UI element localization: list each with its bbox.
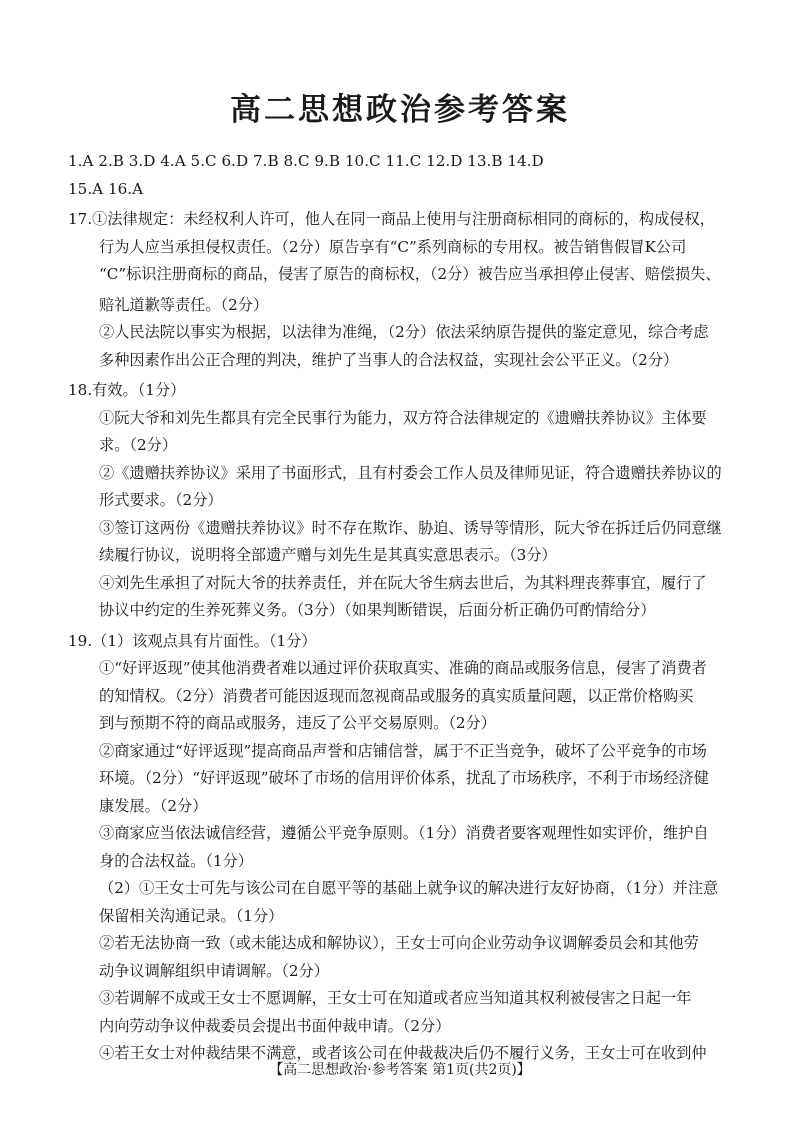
answer-line: 赔礼道歉等责任。（2分） [99,295,269,314]
answer-line: 到与预期不符的商品或服务，违反了公平交易原则。（2分） [99,714,496,732]
page-title: 高二思想政治参考答案 [230,92,570,128]
answer-line: ③签订这两份《遗赠扶养协议》时不存在欺诈、胁迫、诱导等情形，阮大爷在拆迁后仍同意继 [99,518,722,537]
answer-line: 17.①法律规定：未经权利人许可，他人在同一商品上使用与注册商标相同的商标的，构成侵权， [68,210,715,228]
answer-line: 形式要求。（2分） [99,491,223,509]
answer-line: 19.（1）该观点具有片面性。（1分） [68,631,317,650]
answer-line: ③若调解不成或王女士不愿调解，王女士可在知道或者应当知道其权利被侵害之日起一年 [99,989,692,1007]
answer-line: 协议中约定的生养死葬义务。（3分）（如果判断错误，后面分析正确仍可酌情给分） [99,601,656,619]
answer-line: 15.A 16.A [68,179,144,198]
answer-line: ④若王女士对仲裁结果不满意，或者该公司在仲裁裁决后仍不履行义务，王女士可在收到仲 [99,1044,707,1062]
answer-line: 康发展。（2分） [99,796,208,815]
answer-content [68,148,728,1068]
answer-line: 行为人应当承担侵权责任。（2分）原告享有“C”系列商标的专用权。被告销售假冒K公司 [99,237,687,256]
page-footer: 【高二思想政治·参考答案 第1页(共2页)】 [269,1062,531,1078]
answer-line: 内向劳动争议仲裁委员会提出书面仲裁申请。（2分） [99,1016,451,1035]
answer-line: ②商家通过“好评返现”提高商品声誉和店铺信誉，属于不正当竞争，破坏了公平竞争的市场 [99,741,707,760]
answer-line: “C”标识注册商标的商品，侵害了原告的商标权，（2分）被告应当承担停止侵害、赔偿损失、 [99,265,721,283]
answer-line: 身的合法权益。（1分） [99,851,253,870]
answer-line: ①阮大爷和刘先生都具有完全民事行为能力，双方符合法律规定的《遗赠扶养协议》主体要 [99,408,707,427]
answer-line: ②《遗赠扶养协议》采用了书面形式，且有村委会工作人员及律师见证，符合遗赠扶养协议的 [99,463,722,482]
answer-line: 18.有效。（1分） [68,381,186,399]
answer-line: ②若无法协商一致（或未能达成和解协议），王女士可向企业劳动争议调解委员会和其他劳 [99,934,699,952]
answer-line: 环境。（2分）“好评返现”破坏了市场的信用评价体系，扰乱了市场秩序，不利于市场经济健 [99,769,709,787]
answer-line: 的知情权。（2分）消费者可能因返现而忽视商品或服务的真实质量问题，以正常价格购买 [99,686,694,705]
answer-line: ②人民法院以事实为根据，以法律为准绳，（2分）依法采纳原告提供的鉴定意见，综合考虑 [99,323,709,341]
answer-line: 保留相关沟通记录。（1分） [99,906,284,925]
answer-line: ①“好评返现”使其他消费者难以通过评价获取真实、准确的商品或服务信息，侵害了消费者 [99,659,707,677]
answer-line: （2）①王女士可先与该公司在自愿平等的基础上就争议的解决进行友好协商，（1分）并注意 [99,879,719,897]
answer-line: 多种因素作出公正合理的判决，维护了当事人的合法权益，实现社会公平正义。（2分） [99,350,679,369]
answer-line: 求。（2分） [99,436,178,454]
answer-line: ③商家应当依法诚信经营，遵循公平竞争原则。（1分）消费者要客观理性如实评价，维护自 [99,824,709,842]
answer-line: 续履行协议，说明将全部遗产赠与刘先生是其真实意思表示。（3分） [99,546,557,564]
answer-line: 1.A 2.B 3.D 4.A 5.C 6.D 7.B 8.C 9.B 10.C 11.C 12.D 13.B 14.D [68,152,544,170]
answer-line: 动争议调解组织申请调解。（2分） [99,961,329,980]
answer-line: ④刘先生承担了对阮大爷的扶养责任，并在阮大爷生病去世后，为其料理丧葬事宜，履行了 [99,573,707,592]
